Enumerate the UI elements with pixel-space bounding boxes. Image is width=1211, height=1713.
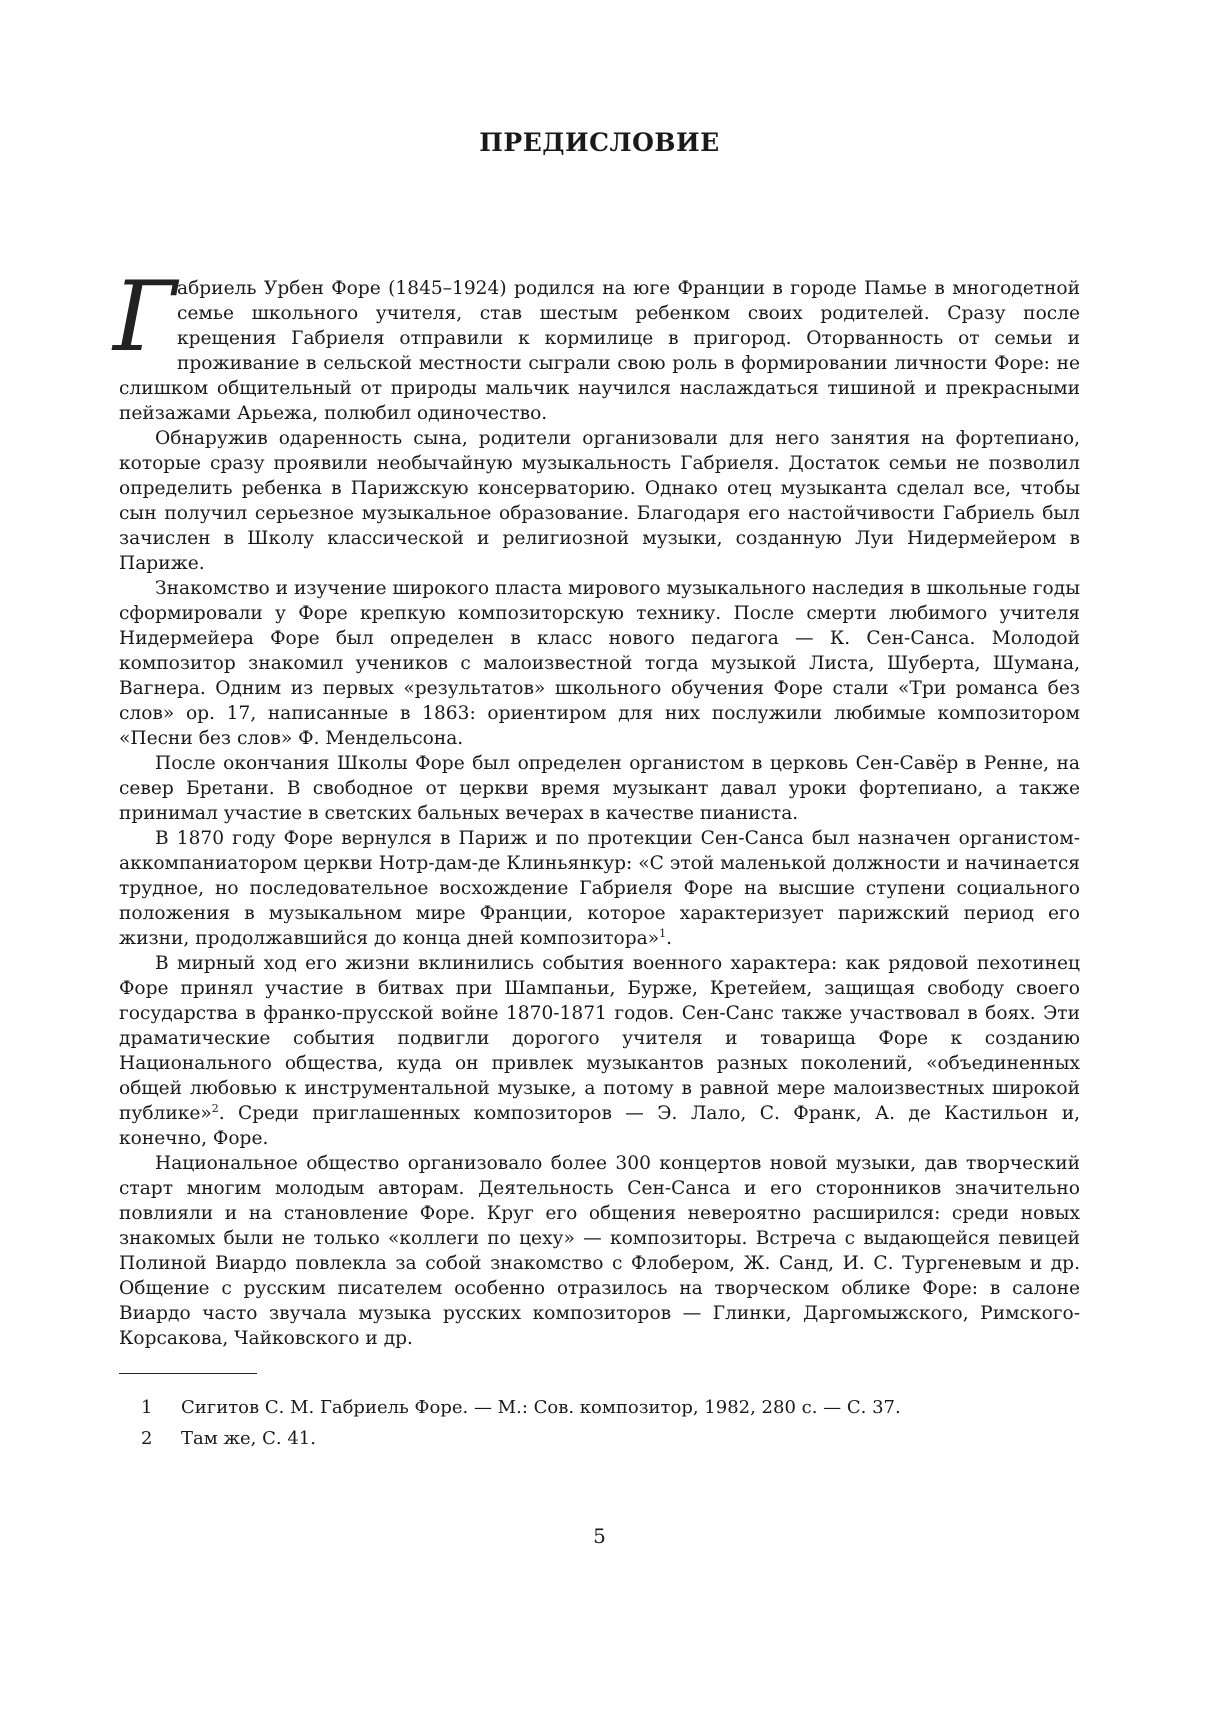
document-page xyxy=(113,0,1080,1713)
footnote-text: Там же, С. 41. xyxy=(181,1428,316,1449)
page-number: 5 xyxy=(593,1524,606,1548)
paragraph-3: Знакомство и изучение широкого пласта мирового музыкального наследия в школьные годы сформировали у Форе крепкую композиторскую технику. После смерти любимого учителя Нидермейера Форе был определен в класс нового педагога — К. Сен-Санса. Молодой композитор знакомил учеников с малоизвестной тогда музыкой Листа, Шуберта, Шумана, Вагнера. Одним из первых «результатов» школьного обучения Форе стали «Три романса без слов» ор. 17, написанные в 1863: ориентиром для них послужили любимые композитором «Песни без слов» Ф. Мендельсона. xyxy=(119,578,1080,749)
paragraph-2: Обнаружив одаренность сына, родители организовали для него занятия на фортепиано, которые сразу проявили необычайную музыкальность Габриеля. Достаток семьи не позволил определить ребенка в Парижскую консерваторию. Однако отец музыканта сделал все, чтобы сын получил серьезное музыкальное образование. Благодаря его настойчивости Габриель был зачислен в Школу классической и религиозной музыки, созданную Луи Нидермейером в Париже. xyxy=(119,428,1080,574)
footnote-divider xyxy=(119,1373,257,1374)
footnote-ref-1[interactable]: 1 xyxy=(659,926,667,940)
paragraph-4: После окончания Школы Форе был определен органистом в церковь Сен-Савёр в Ренне, на север Бретани. В свободное от церкви время музыкант давал уроки фортепиано, а также принимал участие в светских бальных вечерах в качестве пианиста. xyxy=(119,753,1080,824)
footnotes xyxy=(119,1392,1080,1454)
body-text xyxy=(113,261,1080,1351)
footnote-text: Сигитов С. М. Габриель Форе. — М.: Сов. композитор, 1982, 280 с. — С. 37. xyxy=(181,1397,901,1418)
paragraph-1: Габриель Урбен Форе (1845–1924) родился на юге Франции в городе Памье в многодетной семье школьного учителя, став шестым ребенком своих родителей. Сразу после крещения Габриеля отправили к кормилице в пригород. Оторванность от семьи и проживание в сельской местности сыграли свою роль в формировании личности Форе: не слишком общительный от природы мальчик научился наслаждаться тишиной и прекрасными пейзажами Арьежа, полюбил одиночество. xyxy=(113,261,1080,424)
paragraph-5: В 1870 году Форе вернулся в Париж и по протекции Сен-Санса был назначен органистом-аккомпаниатором церкви Нотр-дам-де Клиньянкур: «С этой маленькой должности и начинается трудное, но последовательное восхождение Габриеля Форе на высшие ступени социального положения в музыкальном мире Франции, которое характеризует парижский период его жизни, продолжавшийся до конца дней композитора»$^1$. xyxy=(119,828,1080,949)
footnote-2 xyxy=(119,1423,1080,1454)
paragraph-7: Национальное общество организовало более 300 концертов новой музыки, дав творческий старт многим молодым авторам. Деятельность Сен-Санса и его сторонников значительно повлияли и на становление Форе. Круг его общения невероятно расширился: среди новых знакомых были не только «коллеги по цеху» — композиторы. Встреча с выдающейся певицей Полиной Виардо повлекла за собой знакомство с Флобером, Ж. Санд, И. С. Тургеневым и др. Общение с русским писателем особенно отразилось на творческом облике Форе: в салоне Виардо часто звучала музыка русских композиторов — Глинки, Даргомыжского, Римского-Корсакова, Чайковского и др. xyxy=(119,1153,1080,1349)
footnote-number: 1 xyxy=(141,1397,153,1418)
footnote-ref-2[interactable]: 2 xyxy=(211,1101,219,1115)
footnote-number: 2 xyxy=(141,1428,153,1449)
page-title: ПРЕДИСЛОВИЕ xyxy=(479,128,720,157)
dropcap-letter: Г xyxy=(113,261,177,373)
paragraph-6: В мирный ход его жизни вклинились события военного характера: как рядовой пехотинец Форе принял участие в битвах при Шампаньи, Бурже, Кретейем, защищая свободу своего государства в франко-прусской войне 1870-1871 годов. Сен-Санс также участвовал в боях. Эти драматические события подвигли дорогого учителя и товарища Форе к созданию Национального общества, куда он привлек музыкантов разных поколений, «объединенных общей любовью к инструментальной музыке, а потому в равной мере малоизвестных широкой публике»$^2$. Среди приглашенных композиторов — Э. Лало, С. Франк, А. де Кастильон и, конечно, Форе. xyxy=(119,953,1080,1149)
footnote-1 xyxy=(119,1392,1080,1423)
